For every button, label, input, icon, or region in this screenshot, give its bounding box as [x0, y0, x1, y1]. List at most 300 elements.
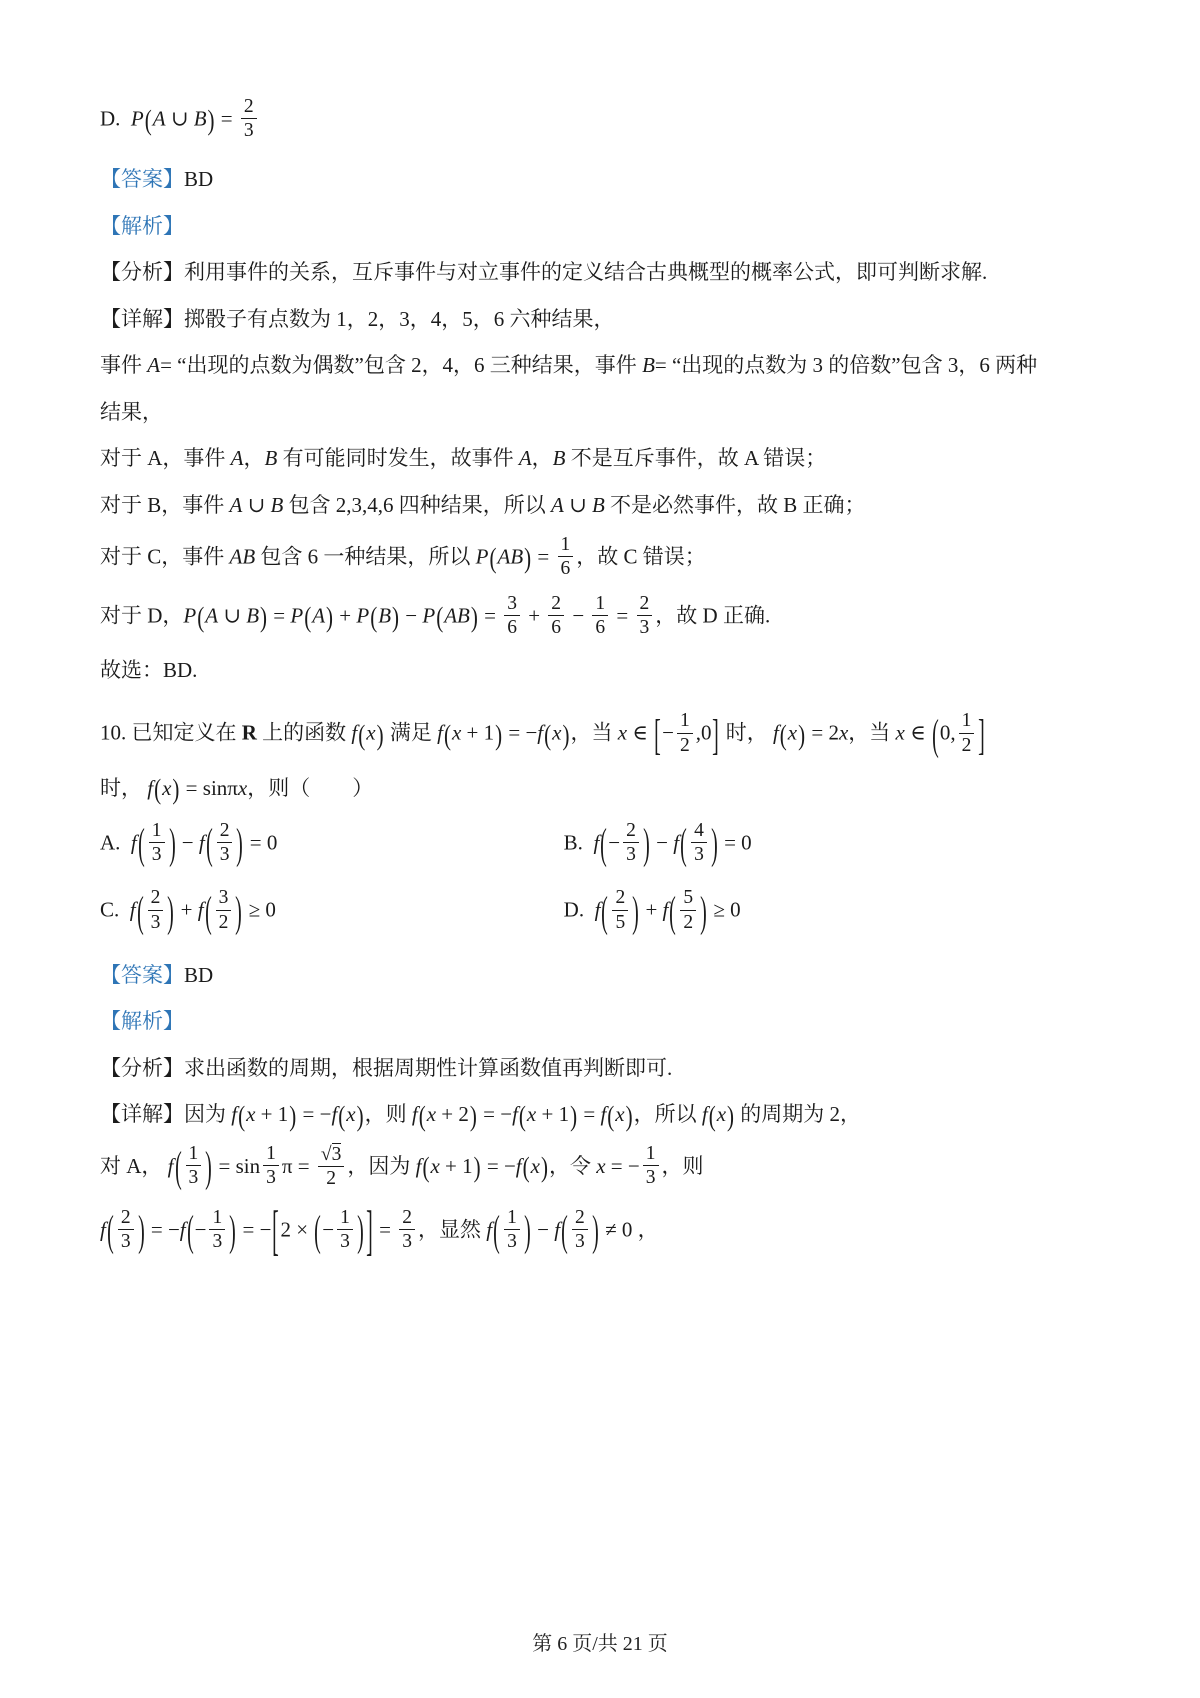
math-roman: =	[215, 106, 238, 131]
case-a-line	[100, 442, 1108, 475]
math-roman: ∈	[627, 720, 654, 745]
math-roman: −	[400, 603, 423, 628]
text-segment: 包含 2,3,4,6 四种结果，所以	[283, 493, 552, 518]
math-delimiter: (	[314, 1205, 322, 1256]
math-delimiter: )	[625, 1099, 633, 1132]
math-fraction	[691, 820, 707, 865]
math-variable: A	[551, 493, 564, 518]
math-roman: +	[334, 603, 357, 628]
math-roman: + 1	[536, 1102, 570, 1127]
math-roman: = −	[145, 1217, 180, 1242]
math-variable: x	[426, 1102, 437, 1127]
analysis-line-1	[100, 256, 1108, 289]
math-delimiter: [	[272, 1199, 280, 1262]
math-variable: f	[331, 1102, 338, 1127]
text-segment: “出现的点数为 3 的倍数”包含 3，6 两种	[671, 353, 1038, 378]
math-roman: = −	[477, 1102, 513, 1127]
fraction-numerator: 2	[118, 1207, 134, 1230]
math-roman: −	[176, 830, 199, 855]
math-roman: = 0	[244, 830, 278, 855]
fraction-numerator: 5	[680, 887, 696, 910]
math-delimiter: (	[370, 600, 378, 633]
math-roman: =	[268, 603, 291, 628]
math-roman: −	[650, 830, 674, 855]
math-delimiter: )	[260, 600, 268, 633]
math-variable: A	[312, 603, 326, 628]
math-roman: =	[292, 1153, 315, 1178]
math-roman: =	[578, 1102, 601, 1127]
math-fraction	[643, 1143, 659, 1188]
text-segment: ，显然	[418, 1217, 487, 1242]
math-roman: =	[532, 543, 555, 568]
math-variable: x	[838, 720, 849, 745]
text-segment: 【分析】利用事件的关系，互斥事件与对立事件的定义结合古典概型的概率公式，即可判断求解.	[100, 260, 988, 285]
math-variable: f	[179, 1217, 186, 1242]
fraction-denominator: 3	[639, 616, 650, 638]
math-fraction	[680, 887, 696, 932]
fraction-numerator: 2	[217, 820, 233, 843]
detail-line-1	[100, 303, 1108, 336]
math-variable: f	[537, 720, 544, 745]
analysis-line-2	[100, 1052, 1108, 1085]
math-variable: f	[594, 897, 601, 922]
math-variable: f	[486, 1217, 493, 1242]
math-fraction	[337, 1207, 353, 1252]
math-delimiter: (	[144, 103, 152, 137]
fraction-numerator: 1	[337, 1207, 353, 1230]
math-roman: BD	[184, 962, 214, 987]
math-variable: B	[552, 446, 566, 471]
math-delimiter: (	[518, 1099, 526, 1132]
math-fraction	[572, 1207, 588, 1252]
math-variable: f	[197, 897, 204, 922]
fraction-denominator: 3	[507, 1231, 517, 1253]
math-roman: ∈	[904, 720, 931, 745]
fraction-numerator: 2	[623, 820, 639, 843]
math-roman: = −	[605, 1153, 640, 1178]
text-segment: ，	[531, 446, 553, 471]
text-segment: 【分析】求出函数的周期，根据周期性计算函数值再判断即可.	[100, 1055, 673, 1080]
document-content	[100, 98, 1108, 1268]
fraction-denominator: 6	[560, 557, 571, 579]
math-roman: D.	[100, 106, 131, 131]
math-roman: D.	[563, 897, 595, 922]
math-roman: B.	[563, 830, 594, 855]
math-variable: P	[356, 603, 370, 628]
math-roman: +	[522, 603, 546, 628]
text-segment: 时，	[720, 720, 773, 745]
math-roman: = sin	[213, 1153, 261, 1178]
math-delimiter: )	[207, 103, 215, 137]
math-variable: x	[246, 1102, 256, 1127]
math-delimiter: )	[632, 886, 640, 936]
math-roman: −	[322, 1217, 335, 1242]
option-a	[100, 819, 564, 869]
math-delimiter: )	[172, 772, 180, 806]
math-variable: A	[518, 446, 532, 471]
text-segment: 满足	[384, 720, 438, 745]
math-roman: ≥ 0	[708, 897, 741, 922]
math-variable: f	[100, 1217, 106, 1242]
math-delimiter: (	[607, 1099, 615, 1132]
math-variable: x	[530, 1153, 540, 1178]
fraction-denominator: 3	[151, 844, 162, 866]
conclusion-line-1	[100, 654, 1108, 687]
math-variable: x	[526, 1102, 537, 1127]
math-roman: + 1	[461, 720, 495, 745]
detail2-line-1	[100, 1098, 1108, 1131]
math-variable: f	[515, 1153, 522, 1178]
math-delimiter: )	[727, 1099, 735, 1132]
fraction-numerator: 1	[149, 820, 165, 843]
fraction-denominator: 3	[212, 1231, 223, 1253]
math-delimiter: ]	[712, 709, 720, 759]
math-roman: −	[531, 1217, 555, 1242]
math-variable: x	[895, 720, 905, 745]
fraction-numerator: 1	[504, 1207, 520, 1230]
text-segment: 的周期为 2，	[735, 1102, 862, 1127]
fraction-denominator: 2	[218, 911, 229, 933]
math-delimiter: (	[600, 819, 608, 869]
math-delimiter: )	[229, 1205, 237, 1256]
math-delimiter: (	[418, 1099, 426, 1132]
fraction-denominator: 3	[626, 844, 636, 866]
math-variable: A	[152, 106, 166, 131]
math-variable: x	[430, 1153, 440, 1178]
detail2-line-2	[100, 1142, 1108, 1192]
math-delimiter: )	[570, 1099, 578, 1132]
math-delimiter: (	[561, 1205, 568, 1256]
text-segment: 有可能同时发生，故事件	[277, 446, 519, 471]
fraction-numerator: 2	[637, 593, 653, 616]
math-roman: = −	[297, 1102, 332, 1127]
text-segment: ，则（ ）	[247, 775, 374, 800]
math-delimiter: )	[167, 886, 175, 936]
math-delimiter: )	[562, 718, 570, 751]
math-fraction	[399, 1207, 415, 1252]
math-fraction	[148, 887, 164, 932]
fraction-denominator: 6	[507, 616, 517, 638]
question-10-line-1	[100, 709, 1108, 759]
math-delimiter: (	[304, 600, 312, 633]
math-fraction	[677, 710, 693, 755]
fraction-numerator: 2	[548, 593, 564, 616]
math-variable: f	[167, 1153, 174, 1178]
math-roman: ≥ 0	[243, 897, 276, 922]
math-roman: ∪	[242, 493, 271, 518]
math-variable: f	[554, 1217, 561, 1242]
question-10-line-2	[100, 772, 1108, 805]
fraction-denominator: 3	[243, 120, 254, 142]
text-segment: ，令	[548, 1153, 597, 1178]
fraction-numerator: 1	[959, 710, 975, 733]
fraction-denominator: 2	[683, 911, 694, 933]
math-variable: A	[229, 493, 243, 518]
math-variable: x	[162, 775, 172, 800]
math-variable: x	[366, 720, 376, 745]
fraction-denominator: 2	[326, 1167, 336, 1189]
math-delimiter: (	[489, 541, 497, 574]
fraction-numerator: 4	[691, 820, 707, 843]
text-segment: ，故 C 错误；	[576, 543, 706, 568]
text-segment: 对于 C，事件	[100, 543, 230, 568]
math-variable: x	[615, 1102, 625, 1127]
math-delimiter: )	[473, 1151, 481, 1184]
math-delimiter: )	[540, 1151, 548, 1184]
math-roman: ,0	[695, 720, 712, 745]
fraction-denominator: 3	[575, 1231, 585, 1253]
math-variable: f	[129, 897, 136, 922]
math-delimiter: )	[711, 819, 718, 869]
math-variable: P	[183, 603, 197, 628]
math-delimiter: )	[524, 541, 532, 574]
math-variable: f	[673, 830, 680, 855]
text-segment: “出现的点数为偶数”包含 2，4，6 三种结果，事件	[177, 353, 643, 378]
math-variable: f	[662, 897, 669, 922]
fraction-numerator: 1	[209, 1207, 225, 1230]
text-segment: 对于 A，事件	[100, 446, 231, 471]
analysis-header-line-2	[100, 1005, 1108, 1038]
math-delimiter: )	[495, 718, 503, 751]
math-fraction	[592, 593, 608, 638]
math-variable: f	[198, 830, 205, 855]
math-delimiter: )	[392, 600, 400, 633]
section-label: 【解析】	[100, 213, 184, 238]
fraction-denominator: 6	[595, 616, 606, 638]
math-delimiter: (	[669, 886, 677, 936]
math-delimiter: (	[238, 1099, 246, 1132]
math-delimiter: (	[136, 886, 144, 936]
math-variable: x	[617, 720, 628, 745]
math-variable: A	[147, 353, 161, 378]
fraction-denominator: 2	[679, 734, 690, 756]
math-variable: B	[193, 106, 207, 131]
fraction-denominator: 3	[694, 844, 704, 866]
math-fraction	[216, 887, 232, 932]
math-delimiter: )	[470, 600, 478, 633]
math-variable: f	[593, 830, 600, 855]
radical-sign-icon: √	[320, 1143, 332, 1165]
math-variable: f	[772, 720, 779, 745]
math-fraction	[209, 1207, 225, 1252]
math-variable: P	[422, 603, 436, 628]
math-delimiter: (	[358, 718, 366, 751]
text-segment: 对 A，	[100, 1153, 168, 1178]
math-delimiter: )	[235, 886, 243, 936]
math-roman: 0,	[939, 720, 956, 745]
fraction-numerator: 2	[148, 887, 164, 910]
fraction-denominator: 5	[615, 911, 626, 933]
math-fraction	[149, 820, 165, 865]
math-delimiter: (	[601, 886, 609, 936]
case-d-line	[100, 592, 1108, 640]
math-variable: f	[147, 775, 154, 800]
text-segment: ，所以	[633, 1102, 702, 1127]
math-variable: f	[415, 1153, 422, 1178]
math-roman: −	[194, 1217, 207, 1242]
math-roman: +	[175, 897, 198, 922]
math-delimiter: (	[436, 600, 444, 633]
math-variable: P	[130, 106, 144, 131]
fraction-numerator	[318, 1143, 344, 1167]
text-segment: ，则	[364, 1102, 412, 1127]
math-delimiter: )	[469, 1099, 477, 1132]
text-segment: ，	[243, 446, 265, 471]
math-variable: f	[512, 1102, 518, 1127]
math-fraction	[241, 96, 257, 141]
math-variable: f	[437, 720, 443, 745]
math-roman: A.	[100, 830, 131, 855]
math-delimiter: (	[205, 819, 213, 869]
math-variable: x	[451, 720, 462, 745]
text-segment: 时，	[100, 775, 148, 800]
text-segment: ，因为	[347, 1153, 416, 1178]
fraction-denominator: 3	[340, 1231, 350, 1253]
fraction-denominator: 3	[219, 844, 230, 866]
section-label: 【解析】	[100, 1009, 184, 1034]
math-fraction	[558, 534, 574, 579]
math-roman: +	[640, 897, 663, 922]
math-variable: P	[475, 543, 489, 568]
math-roman: BD	[184, 167, 214, 192]
analysis-header-line-1	[100, 210, 1108, 243]
math-delimiter: )	[376, 718, 384, 751]
answer-label-line-2	[100, 959, 1108, 992]
text-segment: 上的函数	[256, 720, 352, 745]
math-delimiter: (	[154, 772, 162, 806]
math-delimiter: )	[357, 1205, 364, 1256]
math-roman: ∪	[563, 493, 592, 518]
text-segment: 【详解】因为	[100, 1102, 232, 1127]
answer-label-line-1	[100, 163, 1108, 196]
text-segment: ，当	[848, 720, 896, 745]
math-fraction	[548, 593, 564, 638]
fraction-numerator: 2	[241, 96, 257, 119]
math-delimiter: (	[107, 1205, 114, 1256]
math-variable: f	[130, 830, 137, 855]
math-roman: =	[160, 353, 178, 378]
fraction-denominator: 3	[266, 1167, 276, 1189]
math-roman: =	[654, 353, 672, 378]
text-segment: ，故 D 正确.	[655, 603, 771, 628]
math-roman: = −	[503, 720, 538, 745]
math-delimiter: )	[591, 1205, 599, 1256]
math-variable: AB	[444, 603, 470, 628]
math-roman: ∪	[165, 106, 194, 131]
text-segment: 对于 D，	[100, 603, 184, 628]
math-delimiter: (	[493, 1205, 500, 1256]
math-roman: −	[662, 720, 674, 745]
math-roman: = 0	[718, 830, 752, 855]
math-variable: P	[290, 603, 304, 628]
fraction-numerator: 1	[263, 1143, 279, 1166]
page-footer	[0, 1627, 1200, 1656]
section-label: 【答案】	[100, 167, 184, 192]
section-label: 【答案】	[100, 962, 184, 987]
math-roman: −	[608, 830, 621, 855]
math-fraction	[623, 820, 639, 865]
math-delimiter: (	[137, 819, 145, 869]
math-roman: π	[281, 1153, 293, 1178]
option-d-line	[100, 98, 1108, 143]
math-roman: + 2	[436, 1102, 469, 1127]
math-variable: f	[231, 1102, 238, 1127]
math-delimiter: ]	[978, 709, 986, 759]
math-delimiter: (	[204, 886, 212, 936]
option-b	[563, 819, 1108, 869]
math-roman: C.	[100, 897, 130, 922]
fraction-numerator: 1	[186, 1143, 202, 1166]
options-row-2	[100, 886, 1108, 936]
math-fraction	[118, 1207, 134, 1252]
math-roman: ∪	[218, 603, 247, 628]
text-segment: 【详解】掷骰子有点数为 1，2，3，4，5，6 六种结果，	[100, 306, 615, 331]
math-variable: AB	[229, 543, 256, 568]
fraction-numerator: 1	[677, 710, 693, 733]
math-roman: = −	[237, 1217, 272, 1242]
math-delimiter: (	[522, 1151, 530, 1184]
math-delimiter: (	[544, 718, 552, 751]
math-variable: B	[246, 603, 260, 628]
math-delimiter: )	[236, 819, 244, 869]
fraction-denominator: 2	[961, 734, 972, 756]
math-delimiter: )	[137, 1205, 145, 1256]
math-variable: x	[596, 1153, 606, 1178]
math-fraction	[504, 593, 520, 638]
fraction-numerator: 1	[643, 1143, 659, 1166]
math-variable: AB	[497, 543, 524, 568]
math-fraction	[263, 1143, 279, 1188]
math-variable: f	[701, 1102, 708, 1127]
math-delimiter: )	[700, 886, 707, 936]
math-fraction	[186, 1143, 202, 1188]
math-delimiter: [	[654, 709, 661, 759]
math-delimiter: (	[174, 1142, 182, 1192]
fraction-denominator: 3	[150, 911, 161, 933]
page-number: 第 6 页/共 21 页	[532, 1633, 668, 1655]
fraction-numerator: 2	[612, 887, 628, 910]
math-roman: + 1	[255, 1102, 289, 1127]
math-variable: x	[237, 775, 248, 800]
math-variable: B	[642, 353, 655, 378]
math-delimiter: )	[168, 819, 176, 869]
text-segment: ，则	[661, 1153, 704, 1178]
math-variable: x	[552, 720, 562, 745]
option-d2	[563, 886, 1108, 936]
math-delimiter: (	[186, 1205, 194, 1256]
options-row-1	[100, 819, 1108, 869]
math-variable: f	[351, 720, 358, 745]
math-variable: B	[378, 603, 392, 628]
math-delimiter: (	[708, 1099, 716, 1132]
fraction-denominator: 6	[551, 616, 562, 638]
text-segment: 不是互斥事件，故 A 错误；	[565, 446, 827, 471]
math-variable: B	[270, 493, 284, 518]
math-variable: x	[716, 1102, 727, 1127]
fraction-numerator: 2	[399, 1207, 415, 1230]
math-roman: −	[567, 603, 590, 628]
radicand: 3	[331, 1143, 342, 1165]
detail2-line-3	[100, 1199, 1108, 1262]
math-fraction	[959, 710, 975, 755]
math-delimiter: (	[932, 709, 939, 759]
math-roman: 2 ×	[280, 1217, 314, 1242]
math-roman: ≠ 0 ，	[599, 1217, 659, 1242]
math-delimiter: (	[779, 718, 787, 751]
math-delimiter: )	[798, 718, 806, 751]
fraction-denominator: 3	[188, 1167, 199, 1189]
math-variable: B	[264, 446, 278, 471]
